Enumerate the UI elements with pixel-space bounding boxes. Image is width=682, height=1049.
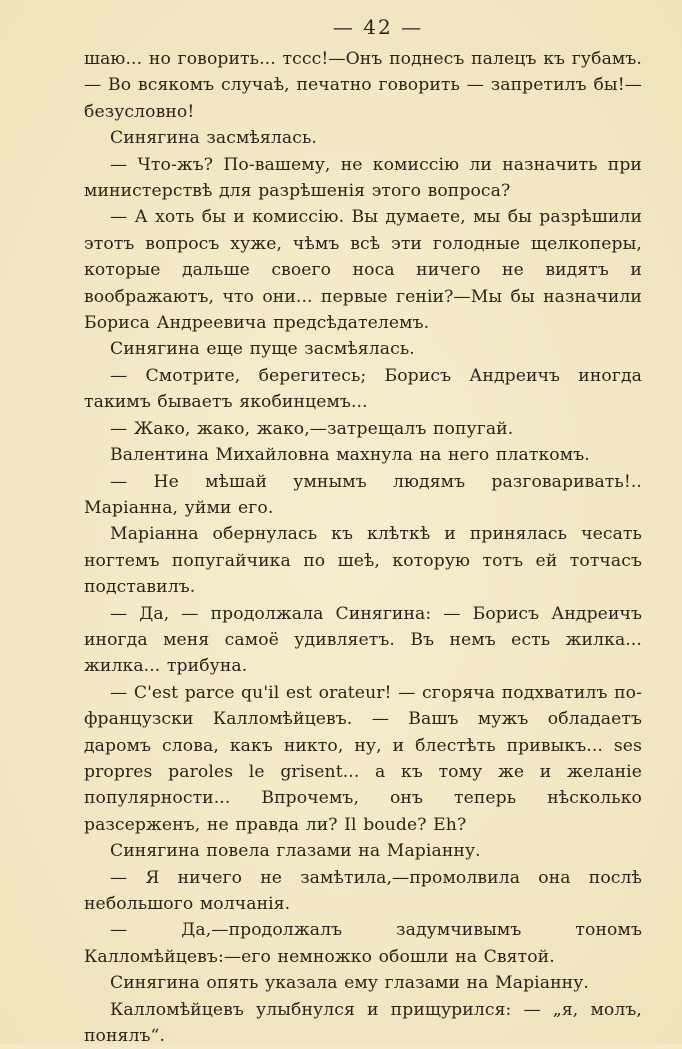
paragraph: — Не мѣшай умнымъ людямъ разговаривать!.. Маріанна, уйми его. [84, 471, 642, 518]
paragraph: шаю... но говорить... тссс!—Онъ поднесъ палецъ къ губамъ. — Во всякомъ случаѣ, печатно говорить — запретилъ бы!—безусловно! [84, 49, 642, 122]
paragraph: — Да, — продолжала Синягина: — Борисъ Андреичъ иногда меня самоё удивляетъ. Въ немъ есть жилка... жилка... трибуна. [84, 603, 642, 677]
paragraph: Калломѣйцевъ улыбнулся и прищурился: — „я, молъ, понялъ“. [84, 999, 642, 1047]
paragraph: Синягина еще пуще засмѣялась. [110, 339, 415, 360]
paragraph: — Я ничего не замѣтила,—промолвила она послѣ небольшого молчанія. [84, 867, 642, 914]
page-text [84, 46, 642, 1049]
paragraph: Синягина повела глазами на Маріанну. [110, 841, 481, 862]
paragraph: Синягина опять указала ему глазами на Маріанну. [110, 973, 590, 994]
paragraph: — Смотрите, берегитесь; Борисъ Андреичъ иногда такимъ бываетъ якобинцемъ... [84, 365, 642, 413]
paragraph: Валентина Михайловна махнула на него платкомъ. [110, 445, 590, 466]
paragraph: — Что-жъ? По-вашему, не комиссію ли назначить при министерствѣ для разрѣшенія этого вопроса? [84, 154, 642, 202]
paragraph: Маріанна обернулась къ клѣткѣ и принялась чесать ногтемъ попугайчика по шеѣ, которую тотъ ей тотчасъ подставилъ. [84, 524, 642, 598]
paragraph: — Жако, жако, жако,—затрещалъ попугай. [110, 418, 514, 439]
paragraph: — Да,—продолжалъ задумчивымъ тономъ Калломѣйцевъ:—его немножко обошли на Святой. [84, 920, 642, 967]
paragraph: — C'est parce qu'il est orateur! — сгоряча подхватилъ по-французски Калломѣйцевъ. — Вашъ мужъ обладаетъ даромъ слова, какъ никто, ну, и блестѣть привыкъ... ses propres paroles le grisent... а къ тому же и желаніе популярности... Впрочемъ, онъ теперь нѣсколько разсерженъ, не правда ли? Il boude? Eh? [84, 682, 642, 835]
page-number: — 42 — [332, 15, 424, 39]
paragraph: Синягина засмѣялась. [110, 128, 317, 149]
paragraph: — А хоть бы и комиссію. Вы думаете, мы бы разрѣшили этотъ вопросъ хуже, чѣмъ всѣ эти голодные щелкоперы, которые дальше своего носа ничего не видятъ и воображаютъ, что они... первые геніи?—Мы бы назначили Бориса Андреевича предсѣдателемъ. [84, 207, 642, 334]
